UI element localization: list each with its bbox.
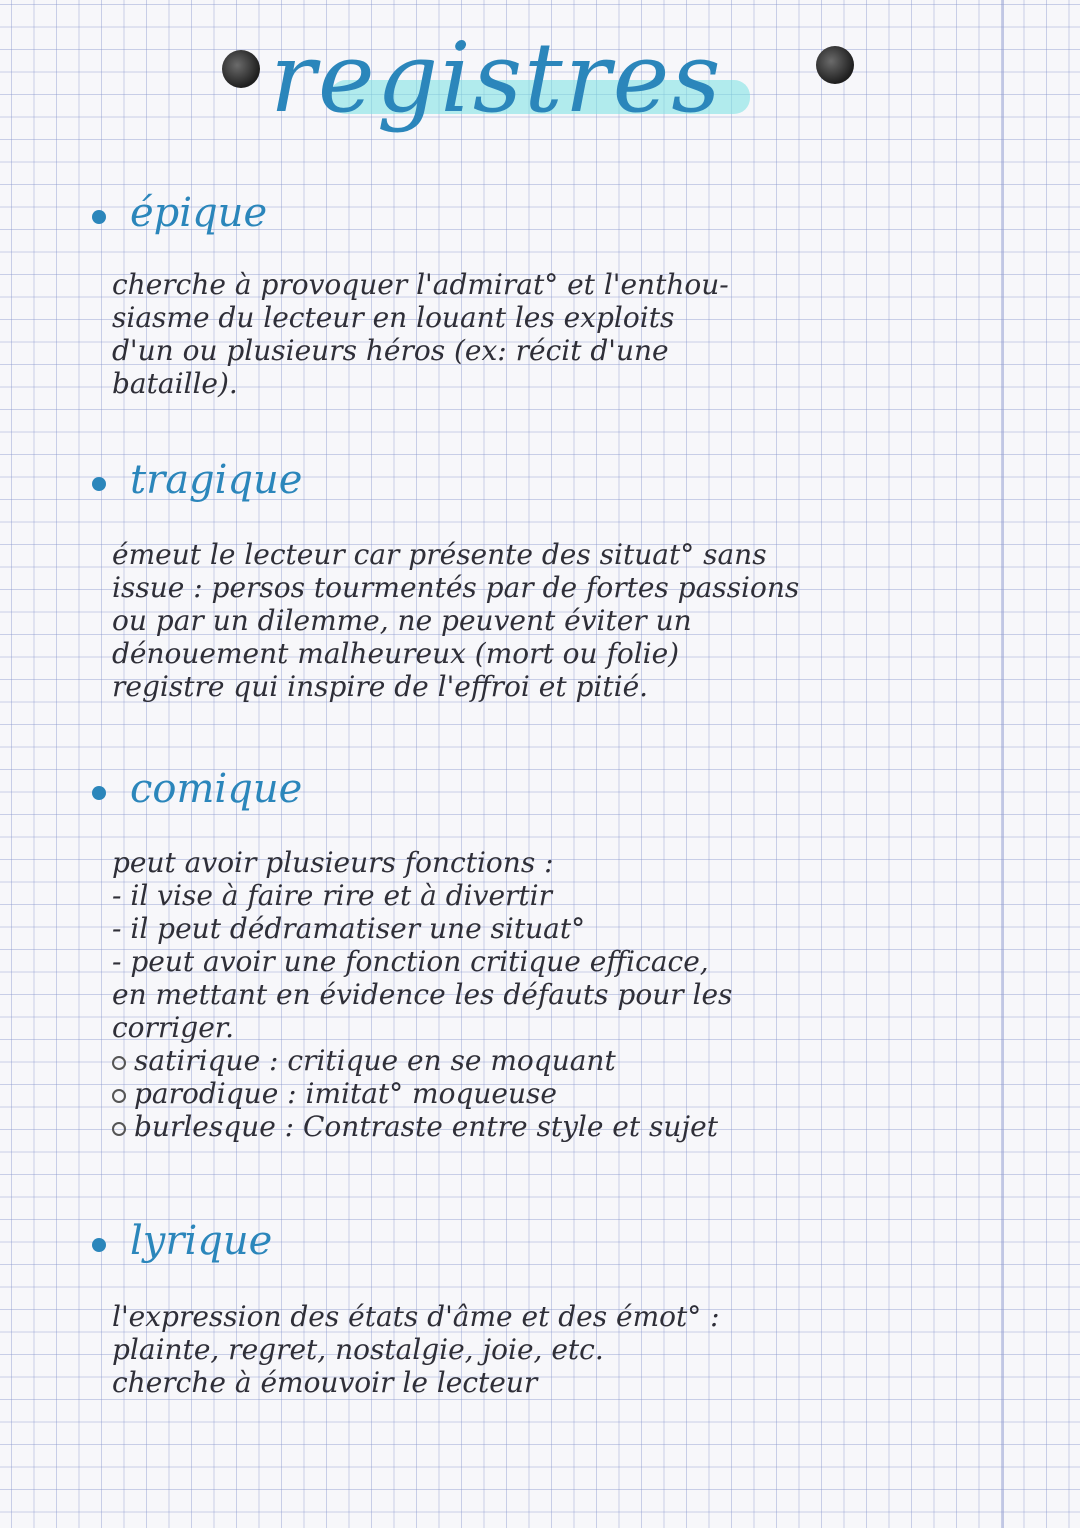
- margin-line: [1002, 0, 1004, 1528]
- subtype-item: [112, 1110, 982, 1143]
- text-line: - peut avoir une fonction critique efficace,: [112, 945, 709, 978]
- text-line: cherche à provoquer l'admirat° et l'enthou-: [112, 268, 729, 301]
- text-line: bataille).: [112, 367, 238, 400]
- subtype-item: [112, 1044, 982, 1077]
- heading-lyrique: lyrique: [130, 1218, 273, 1264]
- text-line: dénouement malheureux (mort ou folie): [112, 637, 680, 670]
- text-line: siasme du lecteur en louant les exploits: [112, 301, 675, 334]
- section-bullet: [92, 786, 106, 800]
- lyrique-text: [112, 1300, 982, 1399]
- text-line: en mettant en évidence les défauts pour les: [112, 978, 733, 1011]
- text-line: d'un ou plusieurs héros (ex: récit d'une: [112, 334, 669, 367]
- subtype-bullet: [112, 1122, 126, 1136]
- subtype-text: parodique : imitat° moqueuse: [134, 1077, 557, 1110]
- subtype-bullet: [112, 1089, 126, 1103]
- subtype-text: satirique : critique en se moquant: [134, 1044, 616, 1077]
- text-line: ou par un dilemme, ne peuvent éviter un: [112, 604, 692, 637]
- subtype-text: burlesque : Contraste entre style et sujet: [134, 1110, 718, 1143]
- text-line: émeut le lecteur car présente des situat° sans: [112, 538, 767, 571]
- heading-epique: épique: [130, 190, 268, 236]
- text-line: cherche à émouvoir le lecteur: [112, 1366, 538, 1399]
- section-bullet: [92, 210, 106, 224]
- epique-text: [112, 268, 982, 400]
- tragique-text: [112, 538, 982, 703]
- text-line: l'expression des états d'âme et des émot° :: [112, 1300, 720, 1333]
- text-line: registre qui inspire de l'effroi et pitié.: [112, 670, 649, 703]
- section-bullet: [92, 477, 106, 491]
- subtype-bullet: [112, 1056, 126, 1070]
- text-line: corriger.: [112, 1011, 234, 1044]
- comique-text: [112, 846, 982, 1143]
- text-line: - il vise à faire rire et à divertir: [112, 879, 553, 912]
- heading-comique: comique: [130, 766, 303, 812]
- text-line: issue : persos tourmentés par de fortes passions: [112, 571, 800, 604]
- binder-hole-right: [816, 46, 854, 84]
- section-bullet: [92, 1238, 106, 1252]
- text-line: plainte, regret, nostalgie, joie, etc.: [112, 1333, 604, 1366]
- heading-tragique: tragique: [130, 457, 303, 503]
- binder-hole-left: [222, 50, 260, 88]
- text-line: - il peut dédramatiser une situat°: [112, 912, 586, 945]
- page-title: registres: [270, 22, 723, 134]
- subtype-item: [112, 1077, 982, 1110]
- text-line: peut avoir plusieurs fonctions :: [112, 846, 554, 879]
